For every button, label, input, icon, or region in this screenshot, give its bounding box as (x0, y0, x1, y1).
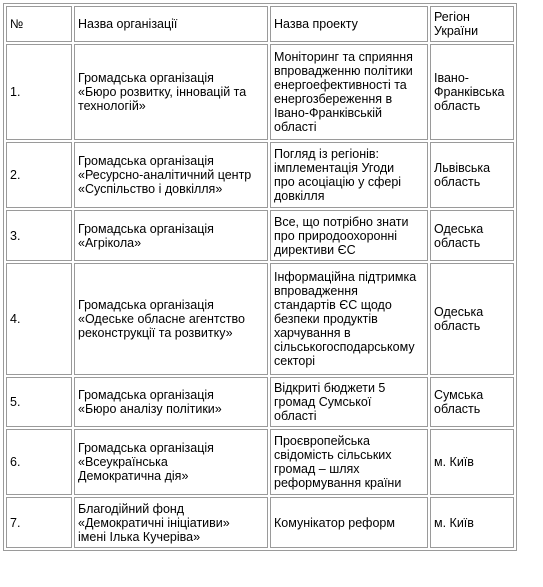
row-region-text: Одеська область (434, 221, 484, 250)
row-organization (74, 210, 268, 261)
row-project-text: Відкриті бюджети 5 громад Сумської області (274, 381, 386, 423)
row-region (430, 210, 514, 261)
row-number-text: 2. (10, 168, 21, 182)
row-number-text: 6. (10, 455, 21, 469)
row-region (430, 44, 514, 140)
row-organization (74, 377, 268, 427)
row-number-text: 4. (10, 312, 21, 326)
row-organization-text: Громадська організація «Одеське обласне агентство реконструкції та розвитку» (78, 298, 245, 340)
table-row (6, 44, 514, 140)
row-project-text: Погляд із регіонів: імплементація Угоди про асоціацію у сфері довкілля (274, 147, 402, 203)
row-organization (74, 429, 268, 495)
row-project-text: Інформаційна підтримка впровадження стандартів ЄС щодо безпеки продуктів харчування в сільськогосподарському секторі (274, 270, 417, 368)
row-number (6, 429, 72, 495)
header-organization-label: Назва організації (78, 17, 178, 31)
organizations-table (3, 3, 517, 551)
row-number (6, 142, 72, 208)
row-region (430, 377, 514, 427)
row-number (6, 377, 72, 427)
header-project (270, 6, 428, 42)
row-region (430, 497, 514, 548)
row-region-text: м. Київ (434, 515, 474, 530)
row-project (270, 377, 428, 427)
header-number (6, 6, 72, 42)
row-region-text: м. Київ (434, 455, 474, 469)
row-organization (74, 263, 268, 375)
header-number-label: № (10, 17, 24, 31)
row-organization (74, 497, 268, 548)
row-organization (74, 44, 268, 140)
row-number-text: 5. (10, 395, 21, 409)
row-number (6, 210, 72, 261)
header-region (430, 6, 514, 42)
row-region-text: Івано- Франківська область (434, 71, 505, 113)
row-project-text: Комунікатор реформ (274, 515, 395, 530)
header-region-label: Регіон України (434, 10, 479, 38)
row-project (270, 142, 428, 208)
table-row (6, 210, 514, 261)
row-number-text: 3. (10, 228, 21, 243)
row-organization-text: Громадська організація «Агрікола» (78, 221, 214, 250)
row-number (6, 44, 72, 140)
row-project (270, 497, 428, 548)
row-region-text: Одеська область (434, 305, 484, 333)
row-organization-text: Громадська організація «Бюро розвитку, інновацій та технологій» (78, 71, 247, 113)
table-row (6, 429, 514, 495)
header-project-label: Назва проекту (274, 17, 358, 31)
row-project (270, 44, 428, 140)
row-region (430, 142, 514, 208)
row-organization-text: Громадська організація «Бюро аналізу політики» (78, 388, 222, 416)
row-organization-text: Благодійний фонд «Демократичні ініціативи» імені Ілька Кучеріва» (78, 501, 230, 544)
row-region-text: Сумська область (434, 388, 484, 416)
table-row (6, 263, 514, 375)
row-project (270, 210, 428, 261)
row-number (6, 263, 72, 375)
row-organization-text: Громадська організація «Всеукраїнська Демократична дія» (78, 441, 214, 483)
row-project-text: Моніторинг та сприяння впровадженню політики енергоефективності та енергозбереження в Івано-Франківській області (274, 50, 413, 134)
table-row (6, 377, 514, 427)
document (3, 3, 517, 551)
row-number-text: 7. (10, 515, 21, 530)
row-project-text: Проєвропейська свідомість сільських громад – шлях реформування країни (274, 434, 402, 490)
table-header-row (6, 6, 514, 42)
row-number-text: 1. (10, 85, 21, 99)
header-organization (74, 6, 268, 42)
row-project (270, 429, 428, 495)
row-region-text: Львівська область (434, 161, 491, 189)
row-project (270, 263, 428, 375)
table-row (6, 497, 514, 548)
row-number (6, 497, 72, 548)
table-row (6, 142, 514, 208)
row-project-text: Все, що потрібно знати про природоохоронні директиви ЄС (274, 214, 409, 257)
row-organization-text: Громадська організація «Ресурсно-аналітичний центр «Суспільство і довкілля» (78, 154, 252, 196)
row-region (430, 429, 514, 495)
row-region (430, 263, 514, 375)
row-organization (74, 142, 268, 208)
